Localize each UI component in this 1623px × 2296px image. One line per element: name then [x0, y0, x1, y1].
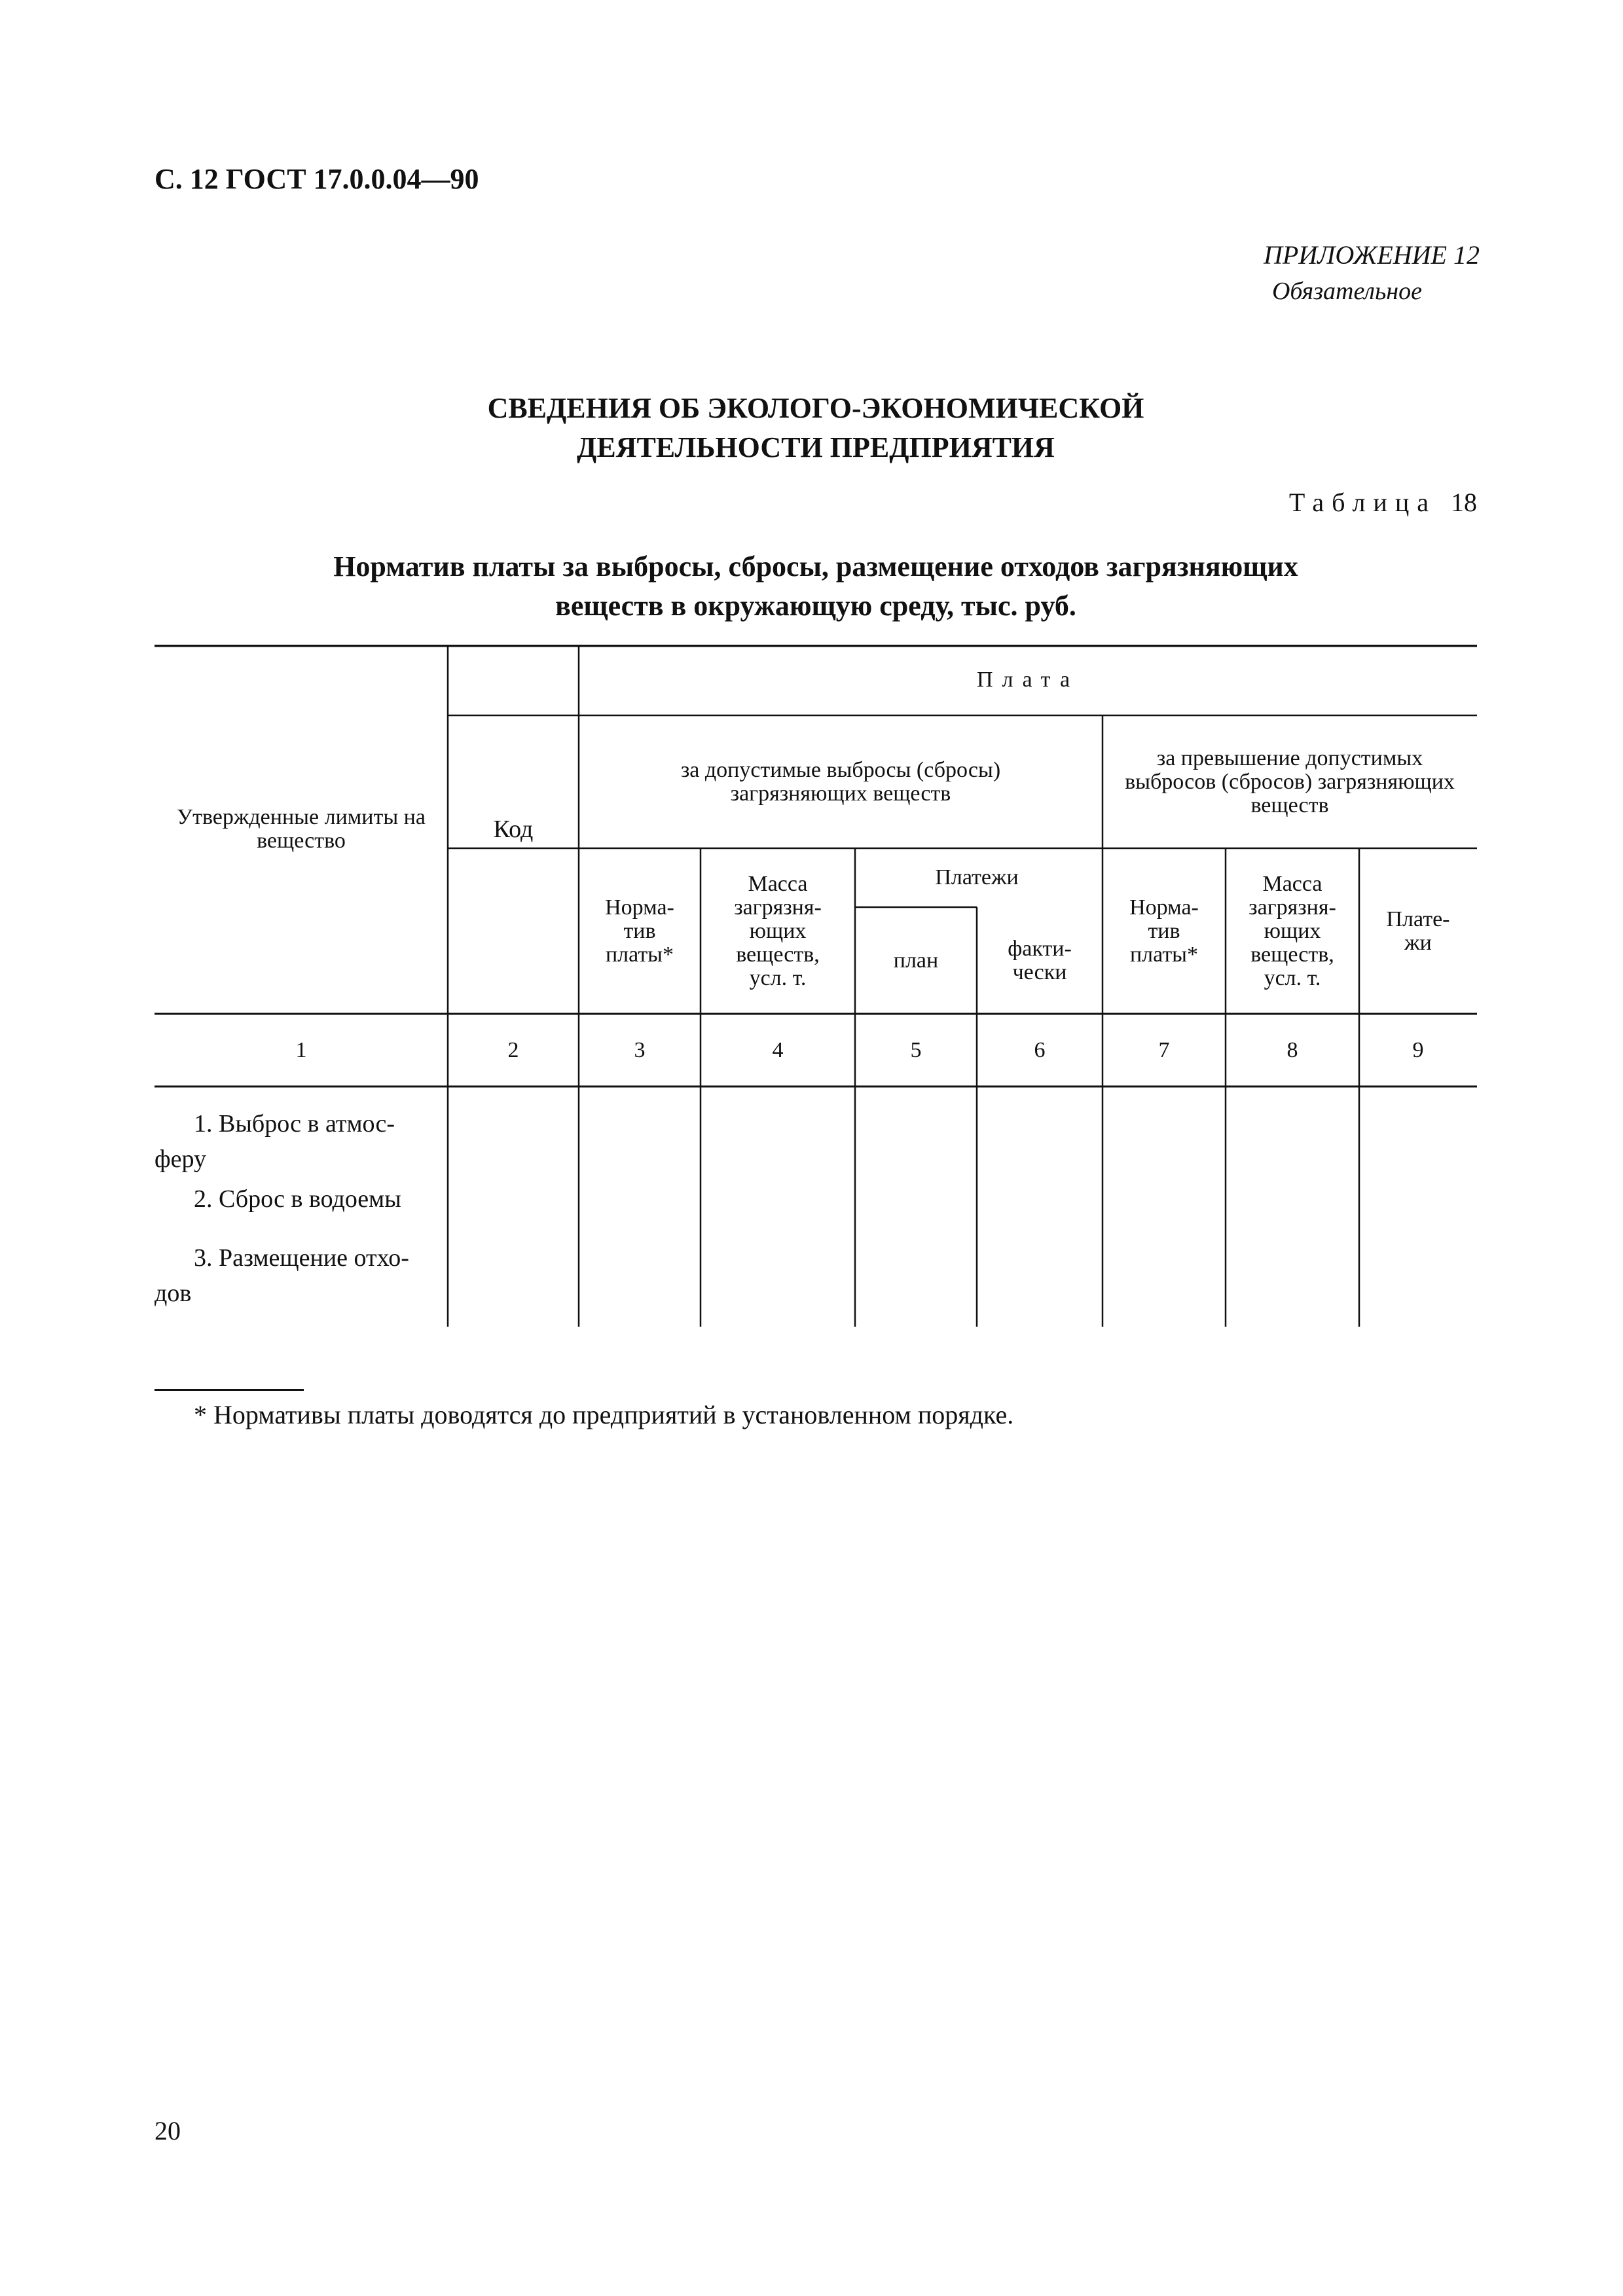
page-header: С. 12 ГОСТ 17.0.0.04—90 [155, 163, 479, 195]
column-number-6: 6 [1034, 1037, 1046, 1062]
header-excess-group: за превышение допустимых выбросов (сбросов) загрязняющих веществ [1125, 745, 1455, 817]
header-mass-1: Масса загрязня-ющих веществ, усл. т. [734, 871, 822, 990]
row-1-line-2: феру [155, 1145, 206, 1173]
title-line-1: СВЕДЕНИЯ ОБ ЭКОЛОГО-ЭКОНОМИЧЕСКОЙ [487, 392, 1144, 424]
column-number-2: 2 [507, 1037, 519, 1062]
row-1-line-1: 1. Выброс в атмос- [194, 1110, 395, 1138]
table-number-value: 18 [1451, 488, 1477, 517]
column-number-4: 4 [772, 1037, 784, 1062]
header-actual: факти-чески [1008, 936, 1072, 984]
header-mass-2: Масса загрязня-ющих веществ, усл. т. [1249, 871, 1336, 990]
header-code: Код [493, 816, 534, 843]
header-rate-2: Норма-тив платы* [1129, 895, 1199, 967]
header-limits: Утвержденные лимиты на вещество [177, 805, 426, 853]
column-number-1: 1 [295, 1037, 307, 1062]
footnote: * Нормативы платы доводятся до предприятий в установленном порядке. [194, 1400, 1014, 1429]
appendix-number: ПРИЛОЖЕНИЕ 12 [1264, 240, 1480, 270]
header-plan: план [893, 948, 939, 973]
row-3-line-2: дов [155, 1280, 192, 1307]
appendix-label [1192, 242, 1480, 304]
table-number [1113, 487, 1477, 518]
table-number-word: Таблица [1288, 488, 1436, 517]
footnote-divider [155, 1389, 304, 1391]
appendix-status: Обязательное [1271, 278, 1422, 305]
header-allowed-group: за допустимые выбросы (сбросы) загрязняющих веществ [680, 757, 1001, 806]
table-row [155, 1106, 429, 1177]
header-payments-group: Платежи [935, 865, 1019, 889]
column-number-8: 8 [1286, 1037, 1298, 1062]
header-payment: Плата [976, 668, 1080, 692]
document-title [155, 389, 1477, 467]
column-number-3: 3 [634, 1037, 646, 1062]
column-number-5: 5 [910, 1037, 922, 1062]
caption-line-1: Норматив платы за выбросы, сбросы, размещение отходов загрязняющих [333, 550, 1298, 583]
page-number: 20 [155, 2116, 181, 2145]
table-row [155, 1240, 429, 1311]
data-table [155, 645, 1477, 1327]
caption-line-2: веществ в окружающую среду, тыс. руб. [555, 590, 1076, 622]
row-2-line-1: 2. Сброс в водоемы [194, 1185, 401, 1213]
title-line-2: ДЕЯТЕЛЬНОСТИ ПРЕДПРИЯТИЯ [577, 431, 1055, 463]
column-number-9: 9 [1412, 1037, 1424, 1062]
header-rate-1: Норма-тив платы* [605, 895, 674, 967]
header-payments-2: Плате-жи [1386, 906, 1450, 955]
table-row [155, 1181, 429, 1217]
column-number-7: 7 [1158, 1037, 1170, 1062]
row-3-line-1: 3. Размещение отхо- [194, 1244, 409, 1272]
table-caption [155, 547, 1477, 626]
